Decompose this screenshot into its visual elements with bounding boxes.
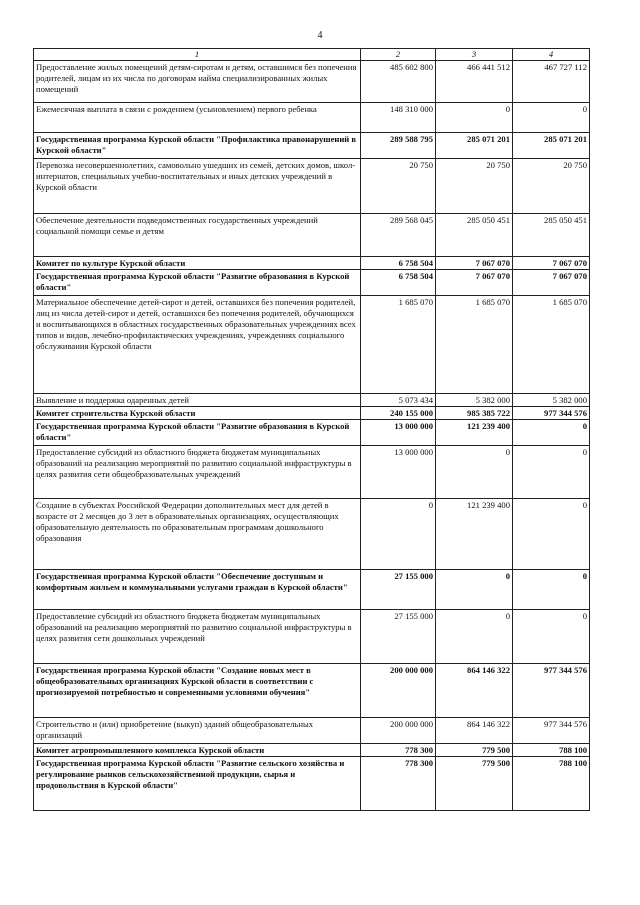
row-name-cell: Государственная программа Курской области "Развитие образования в Курской области" [34,420,361,446]
table-row [34,257,590,270]
row-value-2: 778 300 [361,744,436,757]
row-value-2: 778 300 [361,757,436,811]
table-row [34,61,590,103]
row-value-4: 1 685 070 [513,296,590,394]
row-value-3: 7 067 070 [436,270,513,296]
row-value-4: 285 050 451 [513,214,590,257]
row-value-4: 7 067 070 [513,270,590,296]
table-row [34,103,590,133]
row-value-2: 27 155 000 [361,570,436,610]
row-name-cell: Комитет по культуре Курской области [34,257,361,270]
header-col-3: 3 [436,49,513,61]
row-value-2: 289 588 795 [361,133,436,159]
row-value-2: 27 155 000 [361,610,436,664]
row-value-3: 121 239 400 [436,420,513,446]
row-value-2: 0 [361,499,436,570]
row-name-cell: Государственная программа Курской области "Создание новых мест в общеобразовательных организациях Курской области в соответствии с прогнозируемой потребностью и современными условиями обучения" [34,664,361,718]
table-row [34,133,590,159]
row-value-3: 0 [436,610,513,664]
row-value-4: 0 [513,420,590,446]
table-row [34,296,590,394]
page-number: 4 [317,30,323,41]
row-value-2: 485 602 800 [361,61,436,103]
row-value-2: 200 000 000 [361,718,436,744]
row-value-3: 1 685 070 [436,296,513,394]
row-value-3: 864 146 322 [436,718,513,744]
table-header-row [34,49,590,61]
table-row [34,159,590,214]
row-name-cell: Государственная программа Курской области "Развитие образования в Курской области" [34,270,361,296]
row-name-cell: Предоставление субсидий из областного бюджета бюджетам муниципальных образований на реализацию мероприятий по развитию социальной инфраструктуры в целях развития сети дошкольных учреждений [34,610,361,664]
row-name-cell: Ежемесячная выплата в связи с рождением (усыновлением) первого ребенка [34,103,361,133]
row-value-4: 5 382 000 [513,394,590,407]
budget-table [33,48,590,811]
table-row [34,664,590,718]
row-value-2: 148 310 000 [361,103,436,133]
header-col-4: 4 [513,49,590,61]
row-value-3: 20 750 [436,159,513,214]
row-value-4: 977 344 576 [513,664,590,718]
row-name-cell: Комитет агропромышленного комплекса Курской области [34,744,361,757]
row-value-4: 7 067 070 [513,257,590,270]
table-row [34,570,590,610]
row-value-2: 5 073 434 [361,394,436,407]
row-value-2: 200 000 000 [361,664,436,718]
row-value-2: 6 758 504 [361,257,436,270]
row-value-2: 20 750 [361,159,436,214]
row-value-4: 788 100 [513,744,590,757]
row-value-3: 285 050 451 [436,214,513,257]
row-name-cell: Государственная программа Курской области "Обеспечение доступным и комфортным жильем и коммунальными услугами граждан в Курской области" [34,570,361,610]
row-name-cell: Перевозка несовершеннолетних, самовольно ушедших из семей, детских домов, школ-интернатов, специальных учебно-воспитательных и иных детских учреждений в Курской области [34,159,361,214]
header-col-1: 1 [34,49,361,61]
row-value-3: 779 500 [436,744,513,757]
table-row [34,499,590,570]
table-row [34,610,590,664]
row-value-4: 0 [513,570,590,610]
row-name-cell: Предоставление жилых помещений детям-сиротам и детям, оставшимся без попечения родителей, лицам из их числа по договорам найма специализированных жилых помещений [34,61,361,103]
row-value-4: 977 344 576 [513,407,590,420]
table-row [34,420,590,446]
row-value-3: 0 [436,103,513,133]
row-value-4: 0 [513,610,590,664]
row-value-3: 121 239 400 [436,499,513,570]
row-name-cell: Комитет строительства Курской области [34,407,361,420]
row-value-2: 13 000 000 [361,420,436,446]
row-value-3: 779 500 [436,757,513,811]
row-value-4: 0 [513,499,590,570]
table-row [34,757,590,811]
row-value-4: 0 [513,446,590,499]
row-name-cell: Предоставление субсидий из областного бюджета бюджетам муниципальных образований на реализацию мероприятий по развитию социальной инфраструктуры в целях развития сети общеобразовательных учреждений [34,446,361,499]
row-value-4: 467 727 112 [513,61,590,103]
row-value-4: 20 750 [513,159,590,214]
row-value-4: 0 [513,103,590,133]
row-value-3: 985 385 722 [436,407,513,420]
table-row [34,214,590,257]
row-value-3: 864 146 322 [436,664,513,718]
row-name-cell: Выявление и поддержка одаренных детей [34,394,361,407]
row-name-cell: Государственная программа Курской области "Профилактика правонарушений в Курской области" [34,133,361,159]
row-value-3: 466 441 512 [436,61,513,103]
row-value-2: 240 155 000 [361,407,436,420]
row-value-3: 5 382 000 [436,394,513,407]
header-col-2: 2 [361,49,436,61]
row-value-3: 285 071 201 [436,133,513,159]
row-value-4: 285 071 201 [513,133,590,159]
row-value-4: 977 344 576 [513,718,590,744]
row-value-2: 289 568 045 [361,214,436,257]
row-name-cell: Обеспечение деятельности подведомственных государственных учреждений социальной помощи семье и детям [34,214,361,257]
row-value-2: 6 758 504 [361,270,436,296]
row-value-3: 0 [436,446,513,499]
table-row [34,407,590,420]
row-value-3: 0 [436,570,513,610]
row-value-2: 13 000 000 [361,446,436,499]
table-row [34,394,590,407]
row-value-3: 7 067 070 [436,257,513,270]
row-value-4: 788 100 [513,757,590,811]
table-row [34,744,590,757]
table-row [34,718,590,744]
row-value-2: 1 685 070 [361,296,436,394]
row-name-cell: Государственная программа Курской области "Развитие сельского хозяйства и регулирование рынков сельскохозяйственной продукции, сырья и продовольствия в Курской области" [34,757,361,811]
row-name-cell: Создание в субъектах Российской Федерации дополнительных мест для детей в возрасте от 2 месяцев до 3 лет в образовательных организациях, осуществляющих образовательную деятельность по образовательным программам дошкольного образования [34,499,361,570]
table-row [34,270,590,296]
row-name-cell: Строительство и (или) приобретение (выкуп) зданий общеобразовательных организаций [34,718,361,744]
table-row [34,446,590,499]
row-name-cell: Материальное обеспечение детей-сирот и детей, оставшихся без попечения родителей, лиц из числа детей-сирот и детей, оставшихся без попечения родителей, обучающихся и воспитывающихся в областных государственных образовательных учреждениях всех типов и видов, лечебно-профилактических учреждениях, учреждениях социального обслуживания Курской области [34,296,361,394]
